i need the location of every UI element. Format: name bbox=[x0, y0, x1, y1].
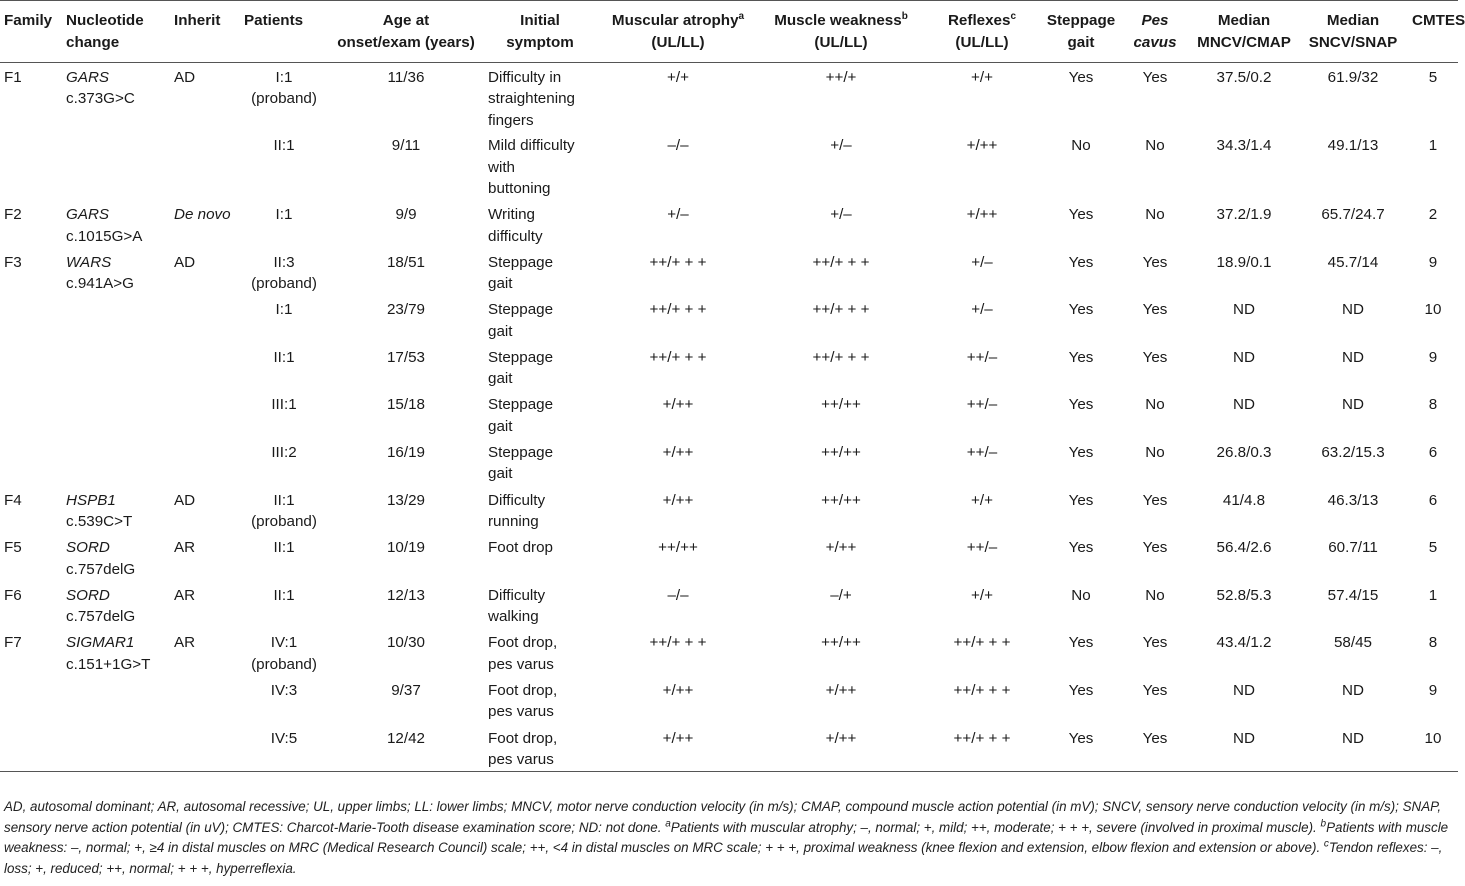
cell-inherit bbox=[170, 343, 240, 391]
cell-pes-cavus: No bbox=[1145, 396, 1165, 414]
cell-initial-symptom: Difficulty running bbox=[488, 491, 546, 531]
cell-steppage: Yes bbox=[1068, 301, 1094, 319]
cell-atrophy: ++/+ + + bbox=[649, 253, 707, 271]
cell-weakness: ++/+ + + bbox=[812, 348, 870, 366]
cell-atrophy: +/++ bbox=[662, 443, 694, 461]
cell-weakness: +/++ bbox=[825, 539, 857, 557]
cell-pes-cavus: Yes bbox=[1142, 491, 1168, 509]
table-row bbox=[0, 62, 1458, 131]
cell-reflexes: ++/+ + + bbox=[922, 724, 1042, 772]
cell-steppage: Yes bbox=[1068, 396, 1094, 414]
cell-atrophy: +/+ bbox=[667, 68, 689, 86]
cell-cmtes: 6 bbox=[1428, 443, 1438, 461]
cell-inherit bbox=[170, 438, 240, 486]
cell-atrophy: +/++ bbox=[662, 396, 694, 414]
cell-mncv: 52.8/5.3 bbox=[1216, 586, 1272, 604]
cell-pes-cavus: No bbox=[1145, 443, 1165, 461]
cell-age: 9/37 bbox=[391, 681, 421, 699]
cell-reflexes: +/+ bbox=[971, 68, 993, 86]
cell-initial-symptom: Steppage gait bbox=[488, 443, 554, 483]
cell-mncv: ND bbox=[1233, 348, 1255, 366]
cell-cmtes: 1 bbox=[1428, 137, 1438, 154]
cell-patient: IV:5 bbox=[240, 724, 328, 772]
cell-weakness: +/– bbox=[830, 206, 852, 223]
cell-cmtes: 10 bbox=[1424, 301, 1442, 319]
header-weakness: Muscle weakness$^b$ (UL/LL) bbox=[760, 0, 922, 62]
cell-cmtes: 8 bbox=[1428, 396, 1438, 414]
cell-sncv: ND bbox=[1342, 348, 1364, 366]
cell-pes-cavus: No bbox=[1145, 206, 1165, 223]
cell-inherit: AD bbox=[174, 253, 196, 271]
table-row bbox=[0, 724, 1458, 772]
cell-cmtes: 10 bbox=[1408, 724, 1458, 772]
cell-patient: III:1 bbox=[271, 396, 297, 414]
footnote-a: Patients with muscular atrophy; –, normal; +, mild; ++, moderate; + + +, severe (involved in proximal muscle). bbox=[670, 819, 1317, 835]
cell-weakness: ++/++ bbox=[821, 443, 861, 461]
cell-mncv: 37.2/1.9 bbox=[1216, 206, 1272, 223]
cell-cmtes: 9 bbox=[1428, 681, 1438, 699]
cell-family bbox=[0, 295, 62, 343]
cell-reflexes: +/– bbox=[971, 253, 993, 271]
cell-sncv: ND bbox=[1342, 301, 1364, 319]
cell-mncv: 56.4/2.6 bbox=[1216, 539, 1272, 557]
cell-steppage: No bbox=[1071, 137, 1091, 154]
footnote-c: Tendon reflexes: –, loss; +, reduced; ++, normal; + + +, hyperreflexia. bbox=[4, 840, 1443, 876]
cell-initial-symptom: Foot drop bbox=[488, 539, 554, 557]
cell-weakness: +/++ bbox=[825, 681, 857, 699]
cell-sncv: 45.7/14 bbox=[1327, 253, 1379, 271]
cell-nucleotide-change bbox=[62, 390, 170, 438]
cell-age: 9/11 bbox=[391, 137, 421, 154]
cell-inherit bbox=[170, 131, 240, 200]
cell-weakness: +/++ bbox=[760, 724, 922, 772]
cell-inherit bbox=[170, 676, 240, 724]
cell-family: F2 bbox=[4, 206, 22, 223]
cell-initial-symptom: Steppage gait bbox=[488, 396, 554, 435]
cell-reflexes: ++/+ + + bbox=[953, 634, 1011, 652]
cell-pes-cavus: Yes bbox=[1142, 253, 1168, 271]
cell-weakness: ++/+ bbox=[825, 68, 857, 86]
cell-patient: IV:3 bbox=[270, 681, 298, 699]
cell-steppage: Yes bbox=[1068, 681, 1094, 699]
cell-inherit bbox=[170, 724, 240, 772]
cell-family bbox=[0, 343, 62, 391]
table-row bbox=[0, 581, 1458, 629]
cell-age: 23/79 bbox=[386, 301, 425, 319]
cell-family bbox=[0, 390, 62, 438]
cell-family bbox=[0, 131, 62, 200]
cell-pes-cavus: Yes bbox=[1142, 68, 1168, 86]
header-pes-cavus: Pes cavus bbox=[1120, 0, 1190, 62]
cell-mncv: ND bbox=[1233, 681, 1255, 699]
cell-sncv: 57.4/15 bbox=[1327, 586, 1379, 604]
cell-patient: II:3 (proband) bbox=[251, 253, 317, 293]
cell-family bbox=[0, 724, 62, 772]
cell-steppage: Yes bbox=[1068, 443, 1094, 461]
cell-age: 12/13 bbox=[386, 586, 425, 604]
cell-nucleotide-change: SIGMAR1 c.151+1G>T bbox=[66, 634, 151, 673]
footnote-mark-a: a bbox=[665, 818, 671, 830]
cell-weakness: –/+ bbox=[830, 586, 852, 604]
cell-steppage: No bbox=[1071, 586, 1091, 604]
cell-sncv: 65.7/24.7 bbox=[1321, 206, 1385, 223]
cell-reflexes: ++/– bbox=[966, 539, 998, 557]
cell-pes-cavus: No bbox=[1145, 586, 1165, 604]
cell-atrophy: –/– bbox=[667, 586, 689, 604]
cell-weakness: ++/++ bbox=[821, 396, 861, 414]
cell-family: F5 bbox=[4, 539, 22, 557]
cell-pes-cavus: Yes bbox=[1142, 348, 1168, 366]
cell-initial-symptom: Foot drop, pes varus bbox=[484, 724, 596, 772]
cell-mncv: 18.9/0.1 bbox=[1216, 253, 1272, 271]
cell-reflexes: +/+ bbox=[971, 491, 993, 509]
cell-steppage: Yes bbox=[1068, 253, 1094, 271]
cell-initial-symptom: Steppage gait bbox=[488, 301, 554, 340]
cell-steppage: Yes bbox=[1068, 206, 1094, 223]
cell-reflexes: +/++ bbox=[966, 206, 998, 223]
cell-patient: I:1 bbox=[275, 206, 293, 223]
cell-initial-symptom: Mild difficulty with buttoning bbox=[488, 137, 575, 197]
cell-steppage: Yes bbox=[1068, 539, 1094, 557]
cell-atrophy: ++/+ + + bbox=[649, 634, 707, 652]
cell-patient: I:1 (proband) bbox=[251, 68, 317, 107]
cell-weakness: ++/+ + + bbox=[812, 301, 870, 319]
cell-reflexes: ++/+ + + bbox=[953, 681, 1011, 699]
cell-patient: I:1 bbox=[275, 301, 293, 319]
cell-initial-symptom: Steppage gait bbox=[488, 348, 554, 388]
cell-atrophy: +/++ bbox=[662, 491, 694, 509]
header-reflexes: Reflexes$^c$ (UL/LL) bbox=[922, 0, 1042, 62]
cell-pes-cavus: Yes bbox=[1142, 301, 1168, 319]
cell-inherit: AR bbox=[174, 634, 196, 652]
cell-age: 17/53 bbox=[386, 348, 425, 366]
cell-mncv: 26.8/0.3 bbox=[1216, 443, 1272, 461]
cell-inherit: AR bbox=[174, 539, 196, 557]
footnote-b: Patients with muscle weakness: –, normal; +, ≥4 in distal muscles on MRC (Medical Research Council) scale; ++, <4 in distal muscles on MRC scale; + + +, proximal weakness (knee flexion and extension, elbow flexion and extension or above). bbox=[4, 819, 1449, 855]
cell-weakness: ++/++ bbox=[821, 634, 861, 652]
cell-cmtes: 6 bbox=[1428, 491, 1438, 509]
header-patients: Patients bbox=[240, 0, 328, 62]
table-row bbox=[0, 131, 1458, 200]
cell-patient: III:2 bbox=[271, 443, 297, 461]
cell-steppage: Yes bbox=[1042, 724, 1120, 772]
cell-reflexes: +/– bbox=[971, 301, 993, 319]
cell-age: 12/42 bbox=[328, 724, 484, 772]
cell-cmtes: 8 bbox=[1428, 634, 1438, 652]
cell-reflexes: +/++ bbox=[966, 137, 998, 154]
table-row bbox=[0, 628, 1458, 676]
cell-patient: II:1 (proband) bbox=[251, 491, 317, 531]
cell-initial-symptom: Difficulty in straightening fingers bbox=[488, 68, 575, 129]
cell-nucleotide-change: SORD c.757delG bbox=[66, 586, 136, 626]
cell-mncv: 37.5/0.2 bbox=[1216, 68, 1272, 86]
header-sncv: Median SNCV/SNAP bbox=[1298, 0, 1408, 62]
cell-atrophy: +/++ bbox=[596, 724, 760, 772]
cell-nucleotide-change: GARS c.1015G>A bbox=[66, 206, 143, 245]
cell-sncv: 61.9/32 bbox=[1327, 68, 1379, 86]
cell-family: F4 bbox=[4, 491, 22, 509]
cell-inherit bbox=[170, 390, 240, 438]
footnote-mark-b: b bbox=[1320, 818, 1327, 830]
cell-cmtes: 5 bbox=[1428, 68, 1438, 86]
cell-sncv: ND bbox=[1342, 396, 1364, 414]
table-row bbox=[0, 343, 1458, 391]
cell-age: 10/19 bbox=[386, 539, 425, 557]
cell-cmtes: 9 bbox=[1428, 253, 1438, 271]
cell-age: 15/18 bbox=[386, 396, 425, 414]
header-inherit: Inherit bbox=[170, 0, 240, 62]
cell-sncv: 63.2/15.3 bbox=[1321, 443, 1385, 461]
cell-atrophy: +/++ bbox=[662, 681, 694, 699]
cell-inherit: AD bbox=[174, 491, 196, 509]
cell-cmtes: 5 bbox=[1428, 539, 1438, 557]
cell-initial-symptom: Difficulty walking bbox=[488, 586, 546, 626]
cell-steppage: Yes bbox=[1068, 348, 1094, 366]
cell-initial-symptom: Foot drop, pes varus bbox=[488, 634, 558, 673]
cell-age: 16/19 bbox=[386, 443, 425, 461]
cell-age: 18/51 bbox=[386, 253, 425, 271]
cell-reflexes: ++/– bbox=[966, 348, 998, 366]
cell-pes-cavus: No bbox=[1145, 137, 1165, 154]
table-row bbox=[0, 390, 1458, 438]
cell-sncv: 58/45 bbox=[1333, 634, 1372, 652]
cell-sncv: ND bbox=[1342, 681, 1364, 699]
cell-nucleotide-change bbox=[62, 438, 170, 486]
cell-cmtes: 2 bbox=[1428, 206, 1438, 223]
table-row bbox=[0, 486, 1458, 534]
cell-nucleotide-change: GARS c.373G>C bbox=[66, 68, 135, 107]
cell-mncv: ND bbox=[1190, 724, 1298, 772]
cell-family: F3 bbox=[4, 253, 22, 271]
cell-atrophy: ++/+ + + bbox=[649, 348, 707, 366]
cell-pes-cavus: Yes bbox=[1142, 681, 1168, 699]
cell-age: 13/29 bbox=[386, 491, 425, 509]
header-cmtes: CMTES bbox=[1408, 0, 1458, 62]
cell-family bbox=[0, 676, 62, 724]
cell-sncv: ND bbox=[1298, 724, 1408, 772]
header-atrophy: Muscular atrophy$^a$ (UL/LL) bbox=[596, 0, 760, 62]
cell-nucleotide-change bbox=[62, 131, 170, 200]
cell-inherit: De novo bbox=[174, 206, 231, 223]
table-row bbox=[0, 438, 1458, 486]
cell-age: 9/9 bbox=[395, 206, 417, 223]
cell-initial-symptom: Steppage gait bbox=[488, 253, 554, 293]
cell-patient: II:1 bbox=[273, 586, 295, 604]
cell-family: F6 bbox=[4, 586, 22, 604]
header-family: Family bbox=[0, 0, 62, 62]
cell-sncv: 60.7/11 bbox=[1328, 539, 1378, 557]
header-initial-symptom: Initial symptom bbox=[484, 0, 596, 62]
cell-atrophy: +/– bbox=[667, 206, 689, 223]
cell-nucleotide-change bbox=[62, 724, 170, 772]
table-row bbox=[0, 676, 1458, 724]
cell-initial-symptom: Foot drop, pes varus bbox=[488, 681, 558, 721]
header-mncv: Median MNCV/CMAP bbox=[1190, 0, 1298, 62]
cell-atrophy: –/– bbox=[667, 137, 689, 154]
cell-steppage: Yes bbox=[1068, 634, 1094, 652]
cell-atrophy: ++/++ bbox=[658, 539, 698, 557]
cell-pes-cavus: Yes bbox=[1142, 634, 1168, 652]
cell-weakness: ++/+ + + bbox=[812, 253, 870, 271]
header-steppage: Steppage gait bbox=[1042, 0, 1120, 62]
cell-inherit: AD bbox=[174, 68, 196, 86]
cell-nucleotide-change bbox=[62, 676, 170, 724]
cell-nucleotide-change: HSPB1 c.539C>T bbox=[66, 491, 133, 531]
cell-initial-symptom: Writing difficulty bbox=[488, 206, 543, 245]
cell-pes-cavus: Yes bbox=[1142, 539, 1168, 557]
cell-mncv: 41/4.8 bbox=[1222, 491, 1266, 509]
cell-family bbox=[0, 438, 62, 486]
cell-age: 10/30 bbox=[386, 634, 425, 652]
cell-sncv: 46.3/13 bbox=[1327, 491, 1379, 509]
cell-steppage: Yes bbox=[1068, 68, 1094, 86]
table-footnote bbox=[4, 797, 1454, 879]
header-nucleotide: Nucleotide change bbox=[62, 0, 170, 62]
cell-patient: II:1 bbox=[273, 137, 295, 154]
cell-family: F1 bbox=[4, 68, 22, 86]
header-row bbox=[0, 0, 1458, 62]
cell-steppage: Yes bbox=[1068, 491, 1094, 509]
footnote-abbreviations: AD, autosomal dominant; AR, autosomal recessive; UL, upper limbs; LL: lower limbs; MNCV, motor nerve conduction velocity (in m/s); CMAP, compound muscle action potential (in mV); SNCV, sensory nerve conduction velocity (in m/s); SNAP, sensory nerve action potential (in uV); CMTES: Charcot-Marie-Tooth disease examination score; ND: not done. bbox=[4, 799, 1442, 835]
cell-nucleotide-change: WARS c.941A>G bbox=[66, 253, 134, 293]
cell-cmtes: 1 bbox=[1428, 586, 1438, 604]
cell-age: 11/36 bbox=[387, 68, 425, 86]
cell-pes-cavus: Yes bbox=[1120, 724, 1190, 772]
cell-weakness: ++/++ bbox=[821, 491, 861, 509]
cell-inherit: AR bbox=[174, 586, 196, 604]
cell-nucleotide-change bbox=[62, 343, 170, 391]
cell-reflexes: ++/– bbox=[966, 443, 998, 461]
cell-sncv: 49.1/13 bbox=[1327, 137, 1379, 154]
cell-patient: II:1 bbox=[273, 539, 295, 557]
table-row bbox=[0, 200, 1458, 248]
cell-inherit bbox=[170, 295, 240, 343]
cell-mncv: ND bbox=[1233, 396, 1255, 414]
cell-weakness: +/– bbox=[830, 137, 852, 154]
cell-atrophy: ++/+ + + bbox=[649, 301, 707, 319]
cell-reflexes: +/+ bbox=[971, 586, 993, 604]
cell-patient: IV:1 (proband) bbox=[251, 634, 317, 673]
cell-mncv: 34.3/1.4 bbox=[1216, 137, 1272, 154]
header-age: Age at onset/exam (years) bbox=[328, 0, 484, 62]
cell-family: F7 bbox=[4, 634, 22, 652]
cell-mncv: 43.4/1.2 bbox=[1216, 634, 1272, 652]
cell-cmtes: 9 bbox=[1428, 348, 1438, 366]
footnote-mark-c: c bbox=[1323, 838, 1329, 850]
cell-patient: II:1 bbox=[273, 348, 295, 366]
table-row bbox=[0, 295, 1458, 343]
table-row bbox=[0, 248, 1458, 296]
cell-mncv: ND bbox=[1233, 301, 1255, 319]
cell-nucleotide-change bbox=[62, 295, 170, 343]
cell-reflexes: ++/– bbox=[966, 396, 998, 414]
cell-nucleotide-change: SORD c.757delG bbox=[66, 539, 136, 578]
table-row bbox=[0, 533, 1458, 581]
